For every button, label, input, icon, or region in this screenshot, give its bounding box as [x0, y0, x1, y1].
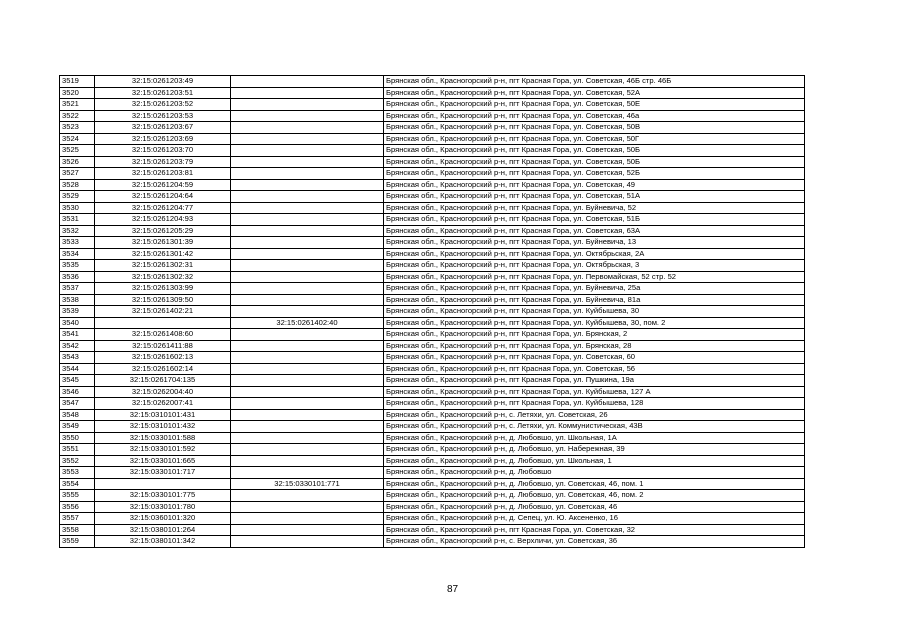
table-row	[60, 329, 805, 341]
row-number-cell: 3521	[60, 99, 95, 111]
cadastral-number-cell: 32:15:0261602:14	[95, 363, 231, 375]
cadastral-number-cell: 32:15:0310101:432	[95, 421, 231, 433]
row-number-cell: 3522	[60, 110, 95, 122]
row-number-cell: 3548	[60, 409, 95, 421]
cadastral-number-cell: 32:15:0261411:88	[95, 340, 231, 352]
address-cell: Брянская обл., Красногорский р-н, пгт Красная Гора, ул. Буйневича, 25а	[384, 283, 805, 295]
cadastral-number-cell: 32:15:0330101:717	[95, 467, 231, 479]
cadastral-number-cell: 32:15:0261602:13	[95, 352, 231, 364]
table-row	[60, 421, 805, 433]
premises-cadastral-number-cell	[231, 122, 384, 134]
premises-cadastral-number-cell	[231, 421, 384, 433]
table-row	[60, 536, 805, 548]
table-row	[60, 260, 805, 272]
table-row	[60, 110, 805, 122]
cadastral-number-cell: 32:15:0330101:665	[95, 455, 231, 467]
address-cell: Брянская обл., Красногорский р-н, пгт Красная Гора, ул. Советская, 60	[384, 352, 805, 364]
cadastral-number-cell: 32:15:0261309:50	[95, 294, 231, 306]
row-number-cell: 3555	[60, 490, 95, 502]
cadastral-number-cell: 32:15:0380101:342	[95, 536, 231, 548]
premises-cadastral-number-cell	[231, 248, 384, 260]
table-row	[60, 283, 805, 295]
table-row	[60, 444, 805, 456]
premises-cadastral-number-cell	[231, 76, 384, 88]
row-number-cell: 3532	[60, 225, 95, 237]
address-cell: Брянская обл., Красногорский р-н, пгт Красная Гора, ул. Советская, 52А	[384, 87, 805, 99]
cadastral-number-cell: 32:15:0261203:53	[95, 110, 231, 122]
cadastral-number-cell: 32:15:0261205:29	[95, 225, 231, 237]
row-number-cell: 3534	[60, 248, 95, 260]
row-number-cell: 3526	[60, 156, 95, 168]
address-cell: Брянская обл., Красногорский р-н, д. Сепец, ул. Ю. Аксененко, 16	[384, 513, 805, 525]
cadastral-number-cell: 32:15:0360101:320	[95, 513, 231, 525]
table-row	[60, 237, 805, 249]
premises-cadastral-number-cell	[231, 260, 384, 272]
row-number-cell: 3519	[60, 76, 95, 88]
address-cell: Брянская обл., Красногорский р-н, пгт Красная Гора, ул. Советская, 56	[384, 363, 805, 375]
table-row	[60, 179, 805, 191]
table-row	[60, 133, 805, 145]
address-cell: Брянская обл., Красногорский р-н, д. Любовшо, ул. Советская, 46, пом. 2	[384, 490, 805, 502]
table-row	[60, 398, 805, 410]
address-cell: Брянская обл., Красногорский р-н, д. Любовшо, ул. Советская, 46, пом. 1	[384, 478, 805, 490]
table-row	[60, 306, 805, 318]
table-row	[60, 432, 805, 444]
premises-cadastral-number-cell	[231, 501, 384, 513]
premises-cadastral-number-cell	[231, 87, 384, 99]
premises-cadastral-number-cell	[231, 168, 384, 180]
address-cell: Брянская обл., Красногорский р-н, пгт Красная Гора, ул. Буйневича, 52	[384, 202, 805, 214]
premises-cadastral-number-cell: 32:15:0261402:40	[231, 317, 384, 329]
row-number-cell: 3524	[60, 133, 95, 145]
address-cell: Брянская обл., Красногорский р-н, пгт Красная Гора, ул. Буйневича, 13	[384, 237, 805, 249]
cadastral-number-cell: 32:15:0261204:59	[95, 179, 231, 191]
cadastral-number-cell: 32:15:0262004:40	[95, 386, 231, 398]
premises-cadastral-number-cell	[231, 237, 384, 249]
premises-cadastral-number-cell	[231, 271, 384, 283]
address-cell: Брянская обл., Красногорский р-н, с. Летяхи, ул. Советская, 26	[384, 409, 805, 421]
row-number-cell: 3547	[60, 398, 95, 410]
row-number-cell: 3551	[60, 444, 95, 456]
row-number-cell: 3520	[60, 87, 95, 99]
premises-cadastral-number-cell	[231, 352, 384, 364]
table-row	[60, 156, 805, 168]
cadastral-number-cell: 32:15:0261203:70	[95, 145, 231, 157]
row-number-cell: 3553	[60, 467, 95, 479]
table-row	[60, 99, 805, 111]
cadastral-number-cell: 32:15:0261302:32	[95, 271, 231, 283]
premises-cadastral-number-cell	[231, 375, 384, 387]
premises-cadastral-number-cell	[231, 467, 384, 479]
cadastral-number-cell: 32:15:0261203:69	[95, 133, 231, 145]
address-cell: Брянская обл., Красногорский р-н, д. Любовшо, ул. Набережная, 39	[384, 444, 805, 456]
cadastral-number-cell: 32:15:0261303:99	[95, 283, 231, 295]
premises-cadastral-number-cell	[231, 179, 384, 191]
premises-cadastral-number-cell	[231, 202, 384, 214]
premises-cadastral-number-cell	[231, 306, 384, 318]
address-cell: Брянская обл., Красногорский р-н, пгт Красная Гора, ул. Куйбышева, 30	[384, 306, 805, 318]
cadastral-number-cell: 32:15:0330101:592	[95, 444, 231, 456]
premises-cadastral-number-cell	[231, 455, 384, 467]
table-row	[60, 467, 805, 479]
premises-cadastral-number-cell	[231, 145, 384, 157]
cadastral-number-cell: 32:15:0330101:775	[95, 490, 231, 502]
premises-cadastral-number-cell	[231, 191, 384, 203]
address-cell: Брянская обл., Красногорский р-н, пгт Красная Гора, ул. Советская, 51А	[384, 191, 805, 203]
address-cell: Брянская обл., Красногорский р-н, пгт Красная Гора, ул. Куйбышева, 30, пом. 2	[384, 317, 805, 329]
table-row	[60, 122, 805, 134]
cadastral-number-cell: 32:15:0261402:21	[95, 306, 231, 318]
cadastral-number-cell: 32:15:0261204:93	[95, 214, 231, 226]
row-number-cell: 3536	[60, 271, 95, 283]
table-row	[60, 168, 805, 180]
premises-cadastral-number-cell: 32:15:0330101:771	[231, 478, 384, 490]
row-number-cell: 3528	[60, 179, 95, 191]
table-row	[60, 352, 805, 364]
premises-cadastral-number-cell	[231, 329, 384, 341]
address-cell: Брянская обл., Красногорский р-н, пгт Красная Гора, ул. Брянская, 2	[384, 329, 805, 341]
address-cell: Брянская обл., Красногорский р-н, пгт Красная Гора, ул. Советская, 51Б	[384, 214, 805, 226]
cadastral-number-cell: 32:15:0330101:588	[95, 432, 231, 444]
row-number-cell: 3546	[60, 386, 95, 398]
cadastral-number-cell: 32:15:0261408:60	[95, 329, 231, 341]
address-cell: Брянская обл., Красногорский р-н, пгт Красная Гора, ул. Советская, 50Б	[384, 145, 805, 157]
table-row	[60, 214, 805, 226]
premises-cadastral-number-cell	[231, 398, 384, 410]
row-number-cell: 3552	[60, 455, 95, 467]
premises-cadastral-number-cell	[231, 432, 384, 444]
table-row	[60, 513, 805, 525]
cadastral-number-cell	[95, 317, 231, 329]
row-number-cell: 3542	[60, 340, 95, 352]
cadastral-number-cell: 32:15:0261203:79	[95, 156, 231, 168]
cadastral-number-cell: 32:15:0262007:41	[95, 398, 231, 410]
table-row	[60, 478, 805, 490]
page-number: 87	[446, 584, 459, 595]
address-cell: Брянская обл., Красногорский р-н, пгт Красная Гора, ул. Советская, 32	[384, 524, 805, 536]
address-cell: Брянская обл., Красногорский р-н, д. Любовшо	[384, 467, 805, 479]
row-number-cell: 3535	[60, 260, 95, 272]
table-row	[60, 294, 805, 306]
cadastral-number-cell: 32:15:0261301:39	[95, 237, 231, 249]
row-number-cell: 3550	[60, 432, 95, 444]
cadastral-number-cell: 32:15:0261204:64	[95, 191, 231, 203]
cadastral-number-cell: 32:15:0261203:51	[95, 87, 231, 99]
premises-cadastral-number-cell	[231, 513, 384, 525]
premises-cadastral-number-cell	[231, 156, 384, 168]
address-cell: Брянская обл., Красногорский р-н, д. Любовшо, ул. Советская, 46	[384, 501, 805, 513]
table-row	[60, 145, 805, 157]
cadastral-number-cell: 32:15:0261203:81	[95, 168, 231, 180]
table-row	[60, 225, 805, 237]
cadastral-number-cell	[95, 478, 231, 490]
address-cell: Брянская обл., Красногорский р-н, пгт Красная Гора, ул. Советская, 46а	[384, 110, 805, 122]
address-cell: Брянская обл., Красногорский р-н, пгт Красная Гора, ул. Куйбышева, 128	[384, 398, 805, 410]
row-number-cell: 3545	[60, 375, 95, 387]
premises-cadastral-number-cell	[231, 283, 384, 295]
premises-cadastral-number-cell	[231, 133, 384, 145]
table-row	[60, 501, 805, 513]
row-number-cell: 3558	[60, 524, 95, 536]
premises-cadastral-number-cell	[231, 340, 384, 352]
cadastral-number-cell: 32:15:0330101:780	[95, 501, 231, 513]
address-cell: Брянская обл., Красногорский р-н, д. Любовшо, ул. Школьная, 1А	[384, 432, 805, 444]
table-row	[60, 363, 805, 375]
row-number-cell: 3559	[60, 536, 95, 548]
premises-cadastral-number-cell	[231, 536, 384, 548]
premises-cadastral-number-cell	[231, 363, 384, 375]
table-row	[60, 340, 805, 352]
premises-cadastral-number-cell	[231, 409, 384, 421]
cadastral-number-cell: 32:15:0261302:31	[95, 260, 231, 272]
cadastral-number-cell: 32:15:0261704:135	[95, 375, 231, 387]
address-cell: Брянская обл., Красногорский р-н, пгт Красная Гора, ул. Пушкина, 19а	[384, 375, 805, 387]
cadastral-number-cell: 32:15:0261301:42	[95, 248, 231, 260]
row-number-cell: 3538	[60, 294, 95, 306]
row-number-cell: 3540	[60, 317, 95, 329]
table-row	[60, 87, 805, 99]
address-cell: Брянская обл., Красногорский р-н, пгт Красная Гора, ул. Буйневича, 81а	[384, 294, 805, 306]
table-row	[60, 409, 805, 421]
premises-cadastral-number-cell	[231, 214, 384, 226]
cadastral-number-cell: 32:15:0261204:77	[95, 202, 231, 214]
address-cell: Брянская обл., Красногорский р-н, пгт Красная Гора, ул. Куйбышева, 127 А	[384, 386, 805, 398]
premises-cadastral-number-cell	[231, 225, 384, 237]
table-row	[60, 191, 805, 203]
cadastral-number-cell: 32:15:0310101:431	[95, 409, 231, 421]
address-cell: Брянская обл., Красногорский р-н, пгт Красная Гора, ул. Брянская, 28	[384, 340, 805, 352]
cadastral-number-cell: 32:15:0261203:67	[95, 122, 231, 134]
premises-cadastral-number-cell	[231, 99, 384, 111]
cadastral-number-cell: 32:15:0380101:264	[95, 524, 231, 536]
table-row	[60, 524, 805, 536]
table-row	[60, 375, 805, 387]
address-cell: Брянская обл., Красногорский р-н, пгт Красная Гора, ул. Октябрьская, 3	[384, 260, 805, 272]
row-number-cell: 3533	[60, 237, 95, 249]
row-number-cell: 3527	[60, 168, 95, 180]
premises-cadastral-number-cell	[231, 110, 384, 122]
address-cell: Брянская обл., Красногорский р-н, пгт Красная Гора, ул. Советская, 50Б	[384, 156, 805, 168]
registry-table-body	[60, 76, 805, 548]
row-number-cell: 3525	[60, 145, 95, 157]
table-row	[60, 202, 805, 214]
cadastral-number-cell: 32:15:0261203:49	[95, 76, 231, 88]
address-cell: Брянская обл., Красногорский р-н, пгт Красная Гора, ул. Советская, 49	[384, 179, 805, 191]
table-row	[60, 386, 805, 398]
address-cell: Брянская обл., Красногорский р-н, пгт Красная Гора, ул. Октябрьская, 2А	[384, 248, 805, 260]
address-cell: Брянская обл., Красногорский р-н, пгт Красная Гора, ул. Советская, 52Б	[384, 168, 805, 180]
row-number-cell: 3537	[60, 283, 95, 295]
address-cell: Брянская обл., Красногорский р-н, с. Летяхи, ул. Коммунистическая, 43В	[384, 421, 805, 433]
cadastral-number-cell: 32:15:0261203:52	[95, 99, 231, 111]
row-number-cell: 3539	[60, 306, 95, 318]
row-number-cell: 3543	[60, 352, 95, 364]
row-number-cell: 3544	[60, 363, 95, 375]
premises-cadastral-number-cell	[231, 524, 384, 536]
address-cell: Брянская обл., Красногорский р-н, пгт Красная Гора, ул. Первомайская, 52 стр. 52	[384, 271, 805, 283]
row-number-cell: 3529	[60, 191, 95, 203]
premises-cadastral-number-cell	[231, 386, 384, 398]
row-number-cell: 3549	[60, 421, 95, 433]
table-row	[60, 271, 805, 283]
registry-table	[59, 75, 805, 548]
row-number-cell: 3523	[60, 122, 95, 134]
row-number-cell: 3557	[60, 513, 95, 525]
address-cell: Брянская обл., Красногорский р-н, пгт Красная Гора, ул. Советская, 46Б стр. 46Б	[384, 76, 805, 88]
row-number-cell: 3541	[60, 329, 95, 341]
premises-cadastral-number-cell	[231, 444, 384, 456]
address-cell: Брянская обл., Красногорский р-н, д. Любовшо, ул. Школьная, 1	[384, 455, 805, 467]
table-row	[60, 248, 805, 260]
address-cell: Брянская обл., Красногорский р-н, пгт Красная Гора, ул. Советская, 50Г	[384, 133, 805, 145]
address-cell: Брянская обл., Красногорский р-н, с. Верхличи, ул. Советская, 36	[384, 536, 805, 548]
premises-cadastral-number-cell	[231, 490, 384, 502]
table-row	[60, 317, 805, 329]
address-cell: Брянская обл., Красногорский р-н, пгт Красная Гора, ул. Советская, 63А	[384, 225, 805, 237]
row-number-cell: 3530	[60, 202, 95, 214]
table-row	[60, 455, 805, 467]
table-row	[60, 76, 805, 88]
row-number-cell: 3554	[60, 478, 95, 490]
address-cell: Брянская обл., Красногорский р-н, пгт Красная Гора, ул. Советская, 50Е	[384, 99, 805, 111]
row-number-cell: 3556	[60, 501, 95, 513]
premises-cadastral-number-cell	[231, 294, 384, 306]
table-row	[60, 490, 805, 502]
row-number-cell: 3531	[60, 214, 95, 226]
address-cell: Брянская обл., Красногорский р-н, пгт Красная Гора, ул. Советская, 50В	[384, 122, 805, 134]
